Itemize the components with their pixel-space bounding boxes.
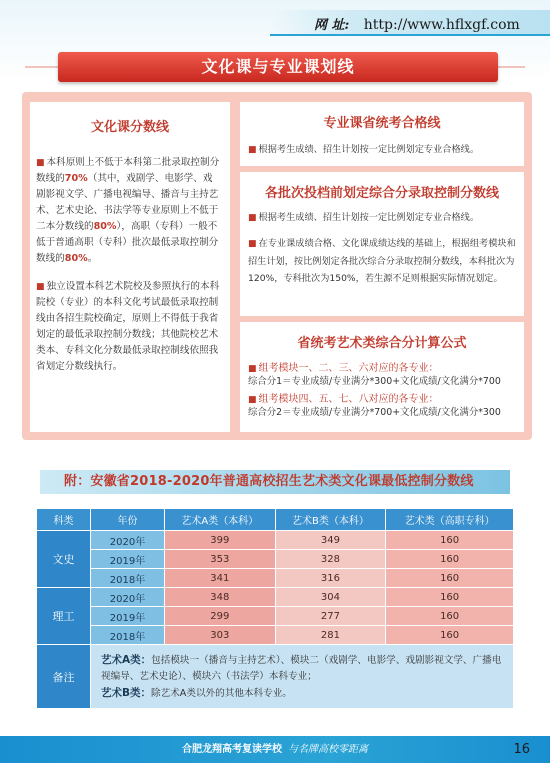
art-vocational-cell: 160 — [386, 550, 514, 569]
formula-title: 省统考艺术类综合分计算公式 — [297, 336, 467, 351]
header-category: 科类 — [37, 509, 91, 531]
bullet-icon: ■ — [36, 282, 45, 292]
note-content — [91, 645, 514, 709]
art-b-cell: 281 — [275, 626, 386, 645]
page-number: 16 — [513, 742, 530, 757]
table-row — [37, 550, 514, 569]
note-row — [37, 645, 514, 709]
composite-score-line-title: 各批次投档前划定综合分录取控制分数线 — [264, 186, 499, 201]
table-row — [37, 531, 514, 550]
formula-2: 综合分2＝专业成绩/专业满分*700+文化成绩/文化满分*300 — [248, 407, 501, 418]
composite-score-line-text-2: ■ 在专业课成绩合格、文化课成绩达线的基础上，根据组考模块和招生计划，按比例划定各批次综合分录取控制分数线，本科批次为120%，专科批次为150%，若生源不足则根据实际情况划定。 — [248, 238, 516, 284]
bullet-icon: ■ — [248, 145, 257, 155]
art-b-cell: 304 — [275, 588, 386, 607]
art-vocational-cell: 160 — [386, 531, 514, 550]
culture-score-paragraph-2: ■ 独立设置本科艺术院校及参照执行的本科院校（专业）的本科文化考试最低录取控制线由各招生院校确定，原则上不得低于我省划定的最低录取控制分数线；其他院校艺术类本、专科文化分数最低录取控制线依照我省划定分数线执行。 — [36, 281, 220, 372]
header-art-a: 艺术A类（本科） — [165, 509, 276, 531]
note-label: 备注 — [37, 645, 91, 709]
footer-bar — [0, 736, 550, 763]
school-slogan: 与名牌高校零距离 — [288, 744, 368, 755]
year-cell: 2020年 — [91, 531, 165, 550]
composite-score-line-card — [240, 172, 524, 316]
table-header-row — [37, 509, 514, 531]
category-cell: 文史 — [37, 531, 91, 588]
art-vocational-cell: 160 — [386, 588, 514, 607]
bullet-icon: ■ — [36, 158, 45, 168]
header-year: 年份 — [91, 509, 165, 531]
art-a-cell: 341 — [165, 569, 276, 588]
note-art-a: 艺术A类：包括模块一（播音与主持艺术）、模块二（戏剧学、电影学、戏剧影视文学、广播电视编导、艺术史论）、模块六（书法学）本科专业； — [101, 653, 502, 682]
table-row — [37, 607, 514, 626]
table-row — [37, 569, 514, 588]
composite-score-line-text-1: ■ 根据考生成绩、招生计划按一定比例划定专业合格线。 — [248, 212, 480, 223]
culture-score-title: 文化课分数线 — [90, 120, 169, 135]
module-group-1: ■ 组考模块一、二、三、六对应的各专业： — [248, 363, 439, 374]
module-group-2: ■ 组考模块四、五、七、八对应的各专业： — [248, 394, 439, 405]
bullet-icon: ■ — [248, 239, 257, 249]
bullet-icon: ■ — [248, 364, 257, 374]
art-a-cell: 353 — [165, 550, 276, 569]
bullet-icon: ■ — [248, 213, 257, 223]
year-cell: 2020年 — [91, 588, 165, 607]
art-a-cell: 348 — [165, 588, 276, 607]
major-pass-line-title: 专业课省统考合格线 — [323, 116, 441, 131]
website-banner — [270, 10, 550, 36]
year-cell: 2019年 — [91, 550, 165, 569]
culture-score-paragraph-1: ■ 本科原则上不低于本科第二批录取控制分数线的70%（其中，戏剧学、电影学、戏剧影视文学、广播电视编导、播音与主持艺术、艺术史论、书法学等专业原则上不低于二本分数线的80%），高职（专科）一般不低于普通高职（专科）批次最低录取控制分数线的80%。 — [36, 157, 220, 264]
note-art-b: 艺术B类：除艺术A类以外的其他本科专业。 — [101, 686, 292, 699]
formula-card — [240, 322, 524, 432]
art-a-cell: 303 — [165, 626, 276, 645]
formula-1: 综合分1＝专业成绩/专业满分*300+文化成绩/文化满分*700 — [248, 376, 501, 387]
table-row — [37, 588, 514, 607]
major-pass-line-card — [240, 102, 524, 166]
art-b-cell: 328 — [275, 550, 386, 569]
table-row — [37, 626, 514, 645]
year-cell: 2018年 — [91, 626, 165, 645]
category-cell: 理工 — [37, 588, 91, 645]
header-art-vocational: 艺术类（高职专科） — [386, 509, 514, 531]
header-art-b: 艺术B类（本科） — [275, 509, 386, 531]
website-url[interactable]: http://www.hflxgf.com — [363, 17, 520, 33]
table-section-title: 附：安徽省2018-2020年普通高校招生艺术类文化课最低控制分数线 — [40, 470, 510, 494]
bullet-icon: ■ — [248, 395, 257, 405]
art-a-cell: 299 — [165, 607, 276, 626]
art-b-cell: 277 — [275, 607, 386, 626]
art-vocational-cell: 160 — [386, 569, 514, 588]
url-label: 网 址: — [314, 18, 350, 33]
score-table — [36, 508, 514, 709]
major-pass-line-text: ■ 根据考生成绩、招生计划按一定比例划定专业合格线。 — [248, 144, 480, 155]
page-title: 文化课与专业课划线 — [58, 52, 498, 82]
art-b-cell: 349 — [275, 531, 386, 550]
year-cell: 2018年 — [91, 569, 165, 588]
art-vocational-cell: 160 — [386, 607, 514, 626]
school-name: 合肥龙翔高考复读学校 — [182, 744, 282, 755]
art-a-cell: 399 — [165, 531, 276, 550]
culture-score-card — [30, 102, 230, 432]
art-vocational-cell: 160 — [386, 626, 514, 645]
art-b-cell: 316 — [275, 569, 386, 588]
year-cell: 2019年 — [91, 607, 165, 626]
